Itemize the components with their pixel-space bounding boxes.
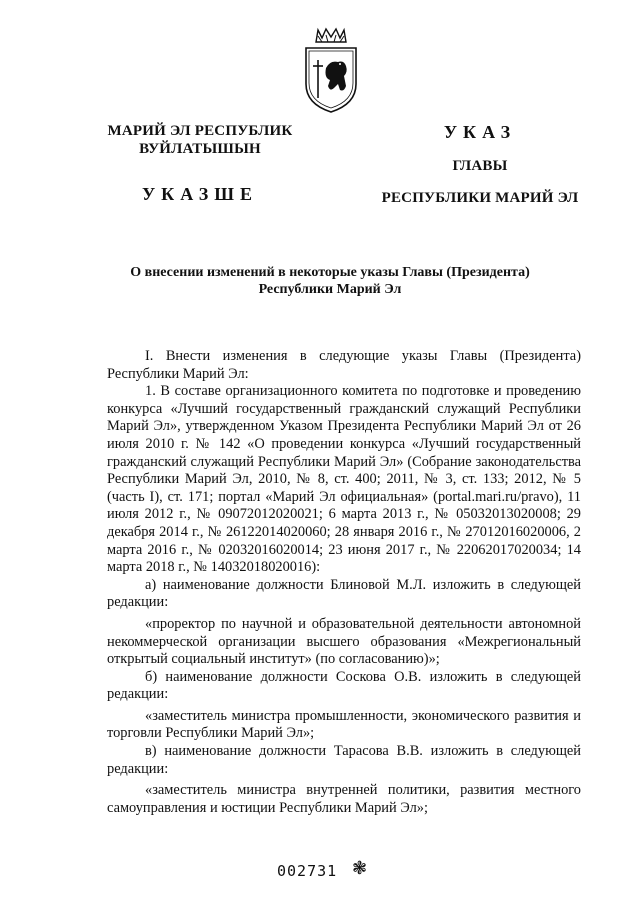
serial-number: 002731	[277, 862, 338, 880]
ornament-icon: ❃	[352, 858, 368, 878]
document-body	[107, 348, 581, 817]
paragraph-quote-b: «заместитель министра промышленности, экономического развития и торговли Республики Марий Эл»;	[107, 707, 581, 742]
header-left-title: УКАЗШЕ	[141, 184, 259, 204]
header-left-line1: МАРИЙ ЭЛ РЕСПУБЛИК	[107, 123, 293, 139]
header-right-line1: ГЛАВЫ	[452, 158, 508, 174]
document-title	[100, 264, 560, 298]
header-right-line2: РЕСПУБЛИКИ МАРИЙ ЭЛ	[381, 190, 579, 206]
paragraph-item-b: б) наименование должности Соскова О.В. изложить в следующей редакции:	[107, 668, 581, 703]
paragraph-quote-a: «проректор по научной и образовательной деятельности автономной некоммерческой организации высшего образования «Межрегиональный открытый социальный институт» (по согласованию)»;	[107, 615, 581, 668]
paragraph-item-v: в) наименование должности Тарасова В.В. изложить в следующей редакции:	[107, 743, 581, 777]
header-left-line2: ВУЙЛАТЫШЫН	[139, 141, 261, 157]
header-right	[360, 122, 600, 207]
document-title-line2: Республики Марий Эл	[258, 282, 402, 297]
header-left	[90, 122, 310, 205]
paragraph-item-1: 1. В составе организационного комитета по подготовке и проведению конкурса «Лучший государственный гражданский служащий Республики Марий Эл», утвержденном Указом Президента Республики Марий Эл от 26 июля 2010 г. № 142 «О проведении конкурса «Лучший государственный гражданский служащий Республики Марий Эл» (Собрание законодательства Республики Марий Эл, 2010, № 8, ст. 400; 2011, № 3, ст. 133; 2012, № 5 (часть I), ст. 171; портал «Марий Эл официальная» (portal.mari.ru/pravo), 11 июля 2012 г., № 09072012020021; 6 марта 2013 г., № 05032013020008; 29 декабря 2014 г., № 26122014020060; 28 января 2016 г., № 27012016020006, 2 марта 2016 г., № 02032016020014; 23 июня 2017 г., № 22062017020034; 14 марта 2018 г., № 14032018020016):	[107, 383, 581, 576]
header-right-title: УКАЗ	[443, 122, 517, 142]
document-title-line1: О внесении изменений в некоторые указы Главы (Президента)	[130, 265, 530, 280]
coat-of-arms-icon	[300, 26, 362, 114]
paragraph-section-i: I. Внести изменения в следующие указы Главы (Президента) Республики Марий Эл:	[107, 348, 581, 382]
paragraph-item-a: а) наименование должности Блиновой М.Л. изложить в следующей редакции:	[107, 576, 581, 611]
paragraph-quote-v: «заместитель министра внутренней политики, развития местного самоуправления и юстиции Республики Марий Эл»;	[107, 782, 581, 816]
